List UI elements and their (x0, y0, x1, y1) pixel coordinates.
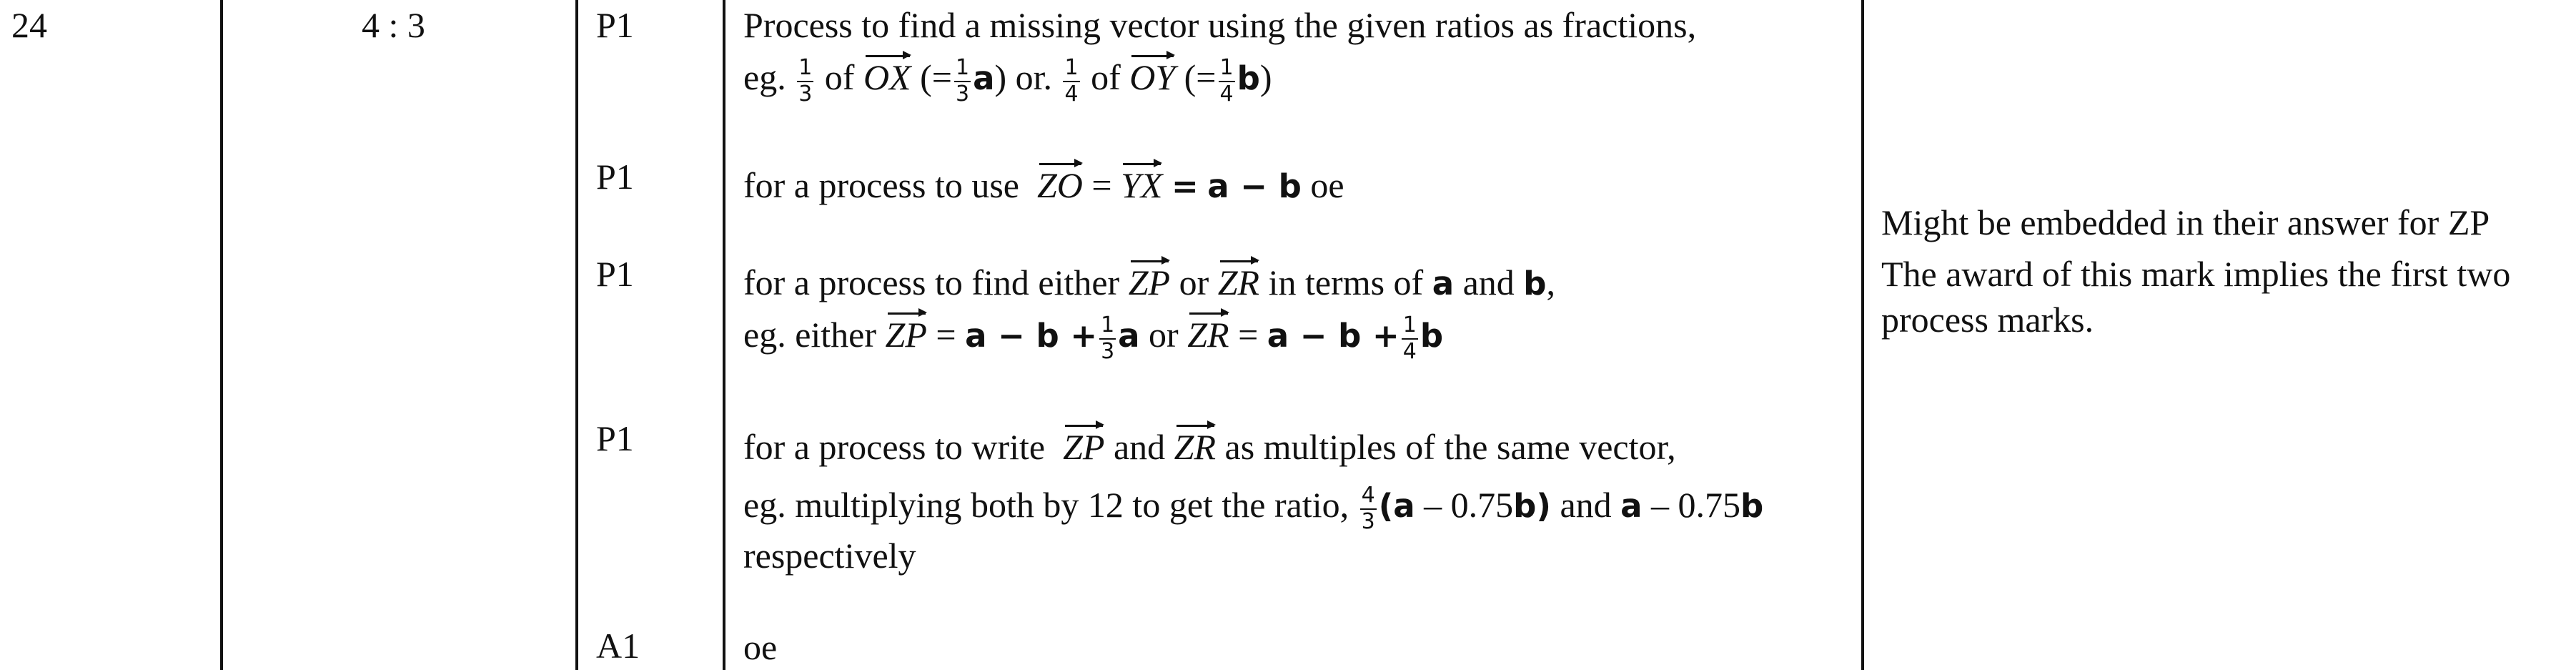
vector-zp: ZP (1063, 427, 1105, 467)
vector-zr: ZR (1187, 314, 1229, 355)
mark-guidance-line: Process to find a missing vector using the given ratios as fractions, (743, 5, 1697, 45)
vector-yx: YX (1121, 165, 1163, 205)
mark-p1: P1 (596, 157, 634, 197)
fraction: $\frac{1}{3}$ (798, 55, 813, 107)
additional-guidance: Might be embedded in their answer for ZP (1881, 202, 2490, 242)
mark-guidance-line: eg. $\frac{1}{3}$ of OX (= $\frac{1}{3}$ a) or. $\frac{1}{4}$ of OY (= $\frac{1}{4}$ b) (743, 55, 1272, 107)
mark-p1: P1 (596, 254, 634, 294)
vector-zo: ZO (1037, 165, 1083, 205)
additional-guidance: process marks. (1881, 300, 2094, 340)
column-divider (723, 0, 725, 670)
mark-guidance-line: eg. multiplying both by 12 to get the ratio, $\frac{4}{3}$ (a – 0.75b) and a – 0.75b (743, 483, 1764, 534)
fraction: $\frac{1}{4}$ (1064, 55, 1079, 107)
mark-guidance-line: for a process to write ZP and ZR as multiples of the same vector, (743, 427, 1676, 467)
fraction: $\frac{1}{4}$ (1402, 312, 1417, 364)
mark-guidance-line: respectively (743, 536, 916, 576)
working-ratio: 4 : 3 (362, 5, 425, 45)
vector-zr: ZR (1217, 262, 1260, 302)
fraction: $\frac{1}{3}$ (955, 55, 970, 107)
column-divider (220, 0, 223, 670)
vector-oy: OY (1129, 56, 1176, 97)
mark-guidance-line: for a process to find either ZP or ZR in terms of a and b, (743, 262, 1556, 302)
mark-p1: P1 (596, 418, 634, 458)
additional-guidance: The award of this mark implies the first two (1881, 254, 2511, 294)
fraction: $\frac{1}{4}$ (1219, 55, 1234, 107)
vector-zp: ZP (885, 314, 927, 355)
mark-a1: A1 (596, 626, 640, 666)
vector-zr: ZR (1174, 427, 1216, 467)
vector-ox: OX (863, 56, 911, 97)
column-divider (1861, 0, 1864, 670)
mark-guidance-line: eg. either ZP = a − b + $\frac{1}{3}$ a or ZR = a − b + $\frac{1}{4}$ b (743, 312, 1444, 364)
mark-p1: P1 (596, 5, 634, 45)
question-number: 24 (11, 5, 47, 45)
mark-guidance-line: oe (743, 627, 778, 667)
column-divider (575, 0, 578, 670)
fraction: $\frac{1}{3}$ (1101, 312, 1115, 364)
vector-zp: ZP (1128, 262, 1171, 302)
fraction: $\frac{4}{3}$ (1361, 483, 1375, 534)
mark-guidance-line: for a process to use ZO = YX = a − b oe (743, 165, 1344, 205)
